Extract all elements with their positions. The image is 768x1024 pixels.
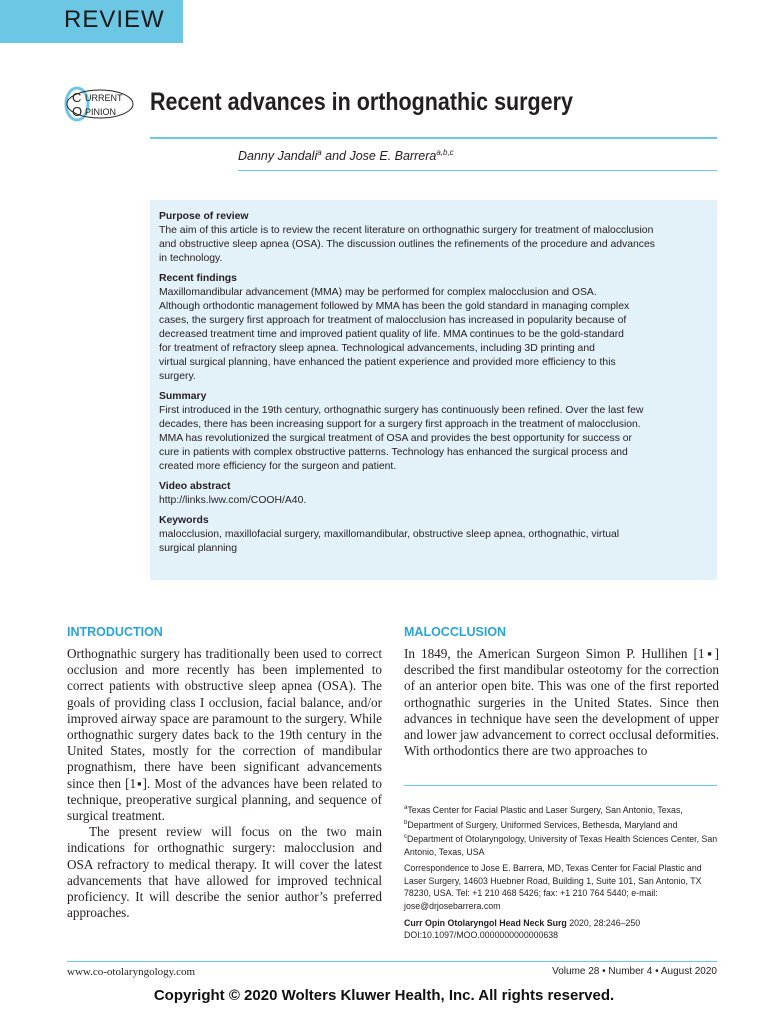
findings-heading: Recent findings bbox=[159, 273, 237, 284]
introduction-heading: INTRODUCTION bbox=[67, 625, 163, 639]
purpose-text: The aim of this article is to review the recent literature on orthognathic surgery for treatment of malocclusion and obstructive sleep apnea (OSA). The discussion outlines the refinements of the procedure and advances in technology. bbox=[159, 225, 655, 264]
copyright-notice: Copyright © 2020 Wolters Kluwer Health, Inc. All rights reserved. bbox=[153, 987, 615, 1004]
logo-line2: PINION bbox=[85, 107, 117, 117]
section-tab bbox=[0, 0, 183, 43]
affiliation-a: Texas Center for Facial Plastic and Laser Surgery, San Antonio, Texas, bbox=[407, 804, 683, 815]
keywords-heading: Keywords bbox=[159, 515, 209, 526]
footnote-divider bbox=[404, 785, 717, 786]
affiliation-a-mark: a bbox=[404, 805, 408, 811]
abstract-box bbox=[150, 200, 717, 580]
section-tab-label: REVIEW bbox=[64, 6, 165, 33]
introduction-paragraph-2: The present review will focus on the two main indications for orthognathic surgery: malocclusion and OSA refractory to medical therapy. It will cover the latest advancements that have allowed for improved technical proficiency. It will describe the senior author’s preferred approaches. bbox=[67, 824, 382, 921]
malocclusion-heading: MALOCCLUSION bbox=[404, 625, 507, 639]
footer-divider bbox=[67, 961, 717, 962]
purpose-heading: Purpose of review bbox=[159, 211, 249, 222]
citation-detail: 2020, 28:246–250 bbox=[566, 917, 641, 928]
author-2-affiliation: a,b,c bbox=[436, 148, 454, 157]
footnotes bbox=[404, 802, 719, 946]
doi[interactable]: DOI:10.1097/MOO.0000000000000638 bbox=[404, 930, 559, 941]
title-divider bbox=[150, 137, 717, 139]
findings-text: Maxillomandibular advancement (MMA) may be performed for complex malocclusion and OSA. Although orthodontic management followed by MMA has been the gold standard in managing complex cases, the surgery first approach for treatment of malocclusion has increased in popularity because of decreased treatment time and improved patient quality of life. MMA continues to be the gold-standard for treatment of refractory sleep apnea. Technological advancements, including 3D printing and virtual surgical planning, have enhanced the patient experience and provided more efficiency to this surgery. bbox=[159, 287, 630, 382]
summary-heading: Summary bbox=[159, 391, 207, 402]
correspondence: Correspondence to Jose E. Barrera, MD, Texas Center for Facial Plastic and Laser Surgery, 14603 Huebner Road, Building 1, Suite 101, San Antonio, TX 78230, USA. Tel: +1 210 468 5426; fax: +1 210 764 5440; e-mail: jose@drjosebarrera.com bbox=[404, 863, 702, 911]
affiliation-b: Department of Surgery, Uniformed Services, Bethesda, Maryland and bbox=[407, 819, 678, 830]
article-title: Recent advances in orthognathic surgery bbox=[150, 88, 573, 116]
right-column bbox=[404, 625, 719, 759]
author-1: Danny Jandali bbox=[238, 149, 318, 164]
authors-divider bbox=[238, 170, 717, 171]
left-column bbox=[67, 625, 382, 921]
author-2: Jose E. Barrera bbox=[349, 149, 437, 164]
malocclusion-paragraph-1: In 1849, the American Surgeon Simon P. Hullihen [1▪] described the first mandibular osteotomy for the correction of an anterior open bite. This was one of the first reported orthognathic surgeries in the United States. Since then advances in technique have seen the development of upper and lower jaw advancement to correct occlusal deformities. With orthodontics there are two approaches to bbox=[404, 646, 719, 759]
journal-name: Curr Opin Otolaryngol Head Neck Surg bbox=[404, 917, 567, 928]
video-link[interactable]: http://links.lww.com/COOH/A40. bbox=[159, 495, 307, 506]
current-opinion-logo bbox=[64, 85, 134, 123]
logo-letter-c: C bbox=[72, 90, 82, 105]
logo-letter-o: O bbox=[72, 104, 83, 119]
author-and: and bbox=[321, 149, 350, 164]
summary-text: First introduced in the 19th century, orthognathic surgery has continuously been refined. Over the last few decades, there has been increasing support for a surgery first approach in the treatment of malocclusion. MMA has revolutionized the surgical treatment of OSA and provides the best opportunity for success or cure in patients with complex obstructive patterns. Technology has enhanced the surgical process and created more efficiency for the surgeon and patient. bbox=[159, 405, 644, 472]
affiliation-c: Department of Otolaryngology, University of Texas Health Sciences Center, San Antonio, Texas, USA bbox=[404, 833, 718, 857]
affiliations bbox=[404, 802, 719, 858]
journal-website[interactable]: www.co-otolaryngology.com bbox=[67, 966, 196, 978]
affiliation-b-mark: b bbox=[404, 819, 408, 826]
author-1-affiliation: a bbox=[317, 148, 322, 157]
citation bbox=[404, 917, 719, 942]
introduction-paragraph-1: Orthognathic surgery has traditionally been used to correct occlusion and more recently has been implemented to correct patients with obstructive sleep apnea (OSA). The goals of providing class I occlusion, facial balance, and/or improved airway space are paramount to the surgery. While orthognathic surgery dates back to the 19th century in the United States, mostly for the correction of mandibular prognathism, there have been significant advancements since then [1▪]. Most of the advances have been related to technique, preoperative surgical planning, and sequence of surgical treatment. bbox=[67, 646, 382, 824]
keywords-text: malocclusion, maxillofacial surgery, maxillomandibular, obstructive sleep apnea, orthognathic, virtual surgical planning bbox=[159, 529, 620, 554]
volume-info: Volume 28 • Number 4 • August 2020 bbox=[552, 966, 717, 977]
affiliation-c-mark: c bbox=[404, 834, 407, 841]
video-heading: Video abstract bbox=[159, 481, 231, 492]
author-line bbox=[238, 148, 454, 163]
logo-line1: URRENT bbox=[85, 93, 123, 103]
